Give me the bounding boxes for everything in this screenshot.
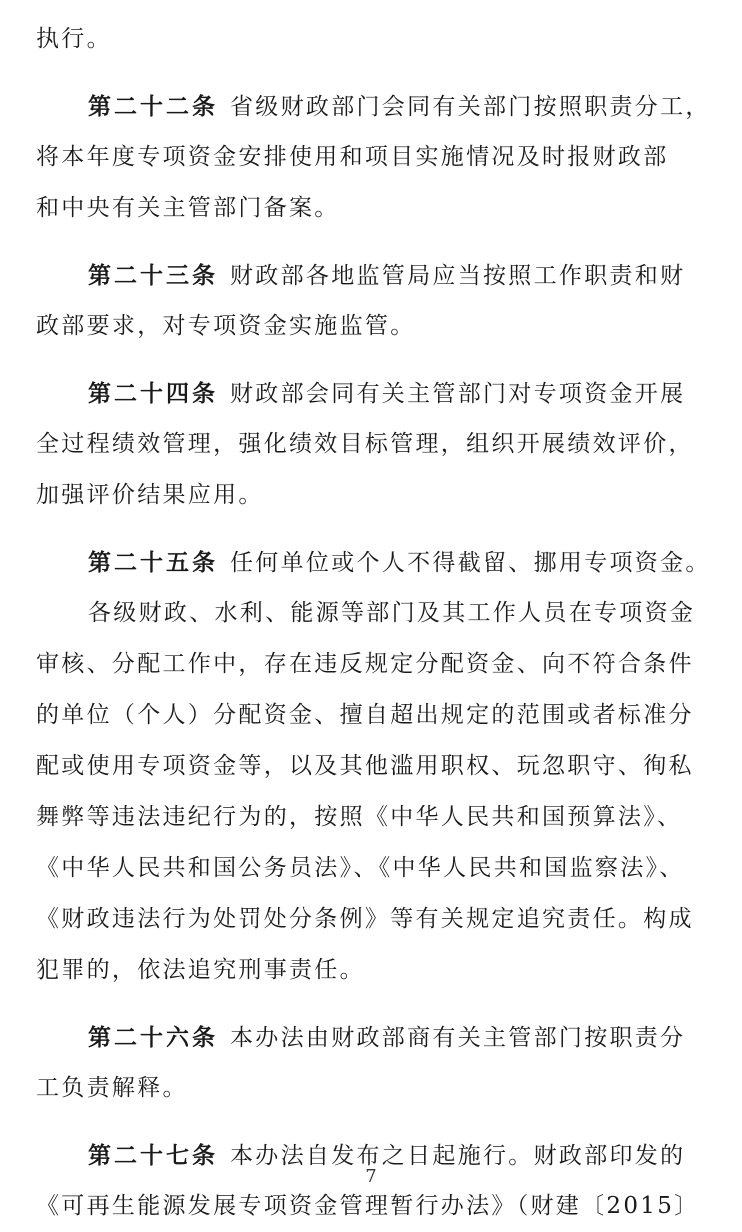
text-line: 配或使用专项资金等，以及其他滥用职权、玩忽职守、徇私 bbox=[36, 753, 694, 779]
article-24-paragraph bbox=[36, 368, 726, 419]
text-line: 加强评价结果应用。 bbox=[36, 482, 264, 508]
document-body bbox=[36, 14, 726, 1232]
article-23-paragraph bbox=[36, 250, 726, 301]
text-line: 《可再生能源发展专项资金管理暂行办法》（财建〔2015〕 bbox=[36, 1193, 700, 1219]
text-line: 全过程绩效管理，强化绩效目标管理，组织开展绩效评价， bbox=[36, 431, 694, 457]
article-label: 第二十五条 bbox=[88, 549, 218, 576]
text-line: 工负责解释。 bbox=[36, 1075, 188, 1101]
text-line: 舞弊等违法违纪行为的，按照《中华人民共和国预算法》、 bbox=[36, 804, 683, 830]
article-25-paragraph bbox=[36, 537, 726, 588]
text-line: 《财政违法行为处罚处分条例》等有关规定追究责任。构成 bbox=[36, 906, 694, 932]
article-22-paragraph bbox=[36, 81, 726, 132]
text-line: 将本年度专项资金安排使用和项目实施情况及时报财政部 bbox=[36, 144, 669, 170]
text-line: 政部要求，对专项资金实施监管。 bbox=[36, 313, 416, 339]
text-line: 犯罪的，依法追究刑事责任。 bbox=[36, 957, 365, 983]
text-line: 和中央有关主管部门备案。 bbox=[36, 195, 340, 221]
text-line: 财政部各地监管局应当按照工作职责和财 bbox=[230, 263, 686, 289]
text-line: 本办法由财政部商有关主管部门按职责分 bbox=[230, 1025, 686, 1051]
text-line: 审核、分配工作中，存在违反规定分配资金、向不符合条件 bbox=[36, 651, 694, 677]
page-number: 7 bbox=[365, 1166, 377, 1187]
text-line: 财政部会同有关主管部门对专项资金开展 bbox=[230, 381, 686, 407]
text-line: 《中华人民共和国公务员法》、《中华人民共和国监察法》、 bbox=[36, 855, 685, 881]
text-line: 省级财政部门会同有关部门按照职责分工， bbox=[230, 94, 711, 120]
article-label: 第二十二条 bbox=[88, 93, 218, 120]
text-line: 各级财政、水利、能源等部门及其工作人员在专项资金 bbox=[88, 600, 696, 626]
article-label: 第二十四条 bbox=[88, 380, 218, 407]
text-line: 任何单位或个人不得截留、挪用专项资金。 bbox=[230, 550, 711, 576]
text-line: 本办法自发布之日起施行。财政部印发的 bbox=[230, 1143, 686, 1169]
article-26-paragraph bbox=[36, 1012, 726, 1063]
text-line: 的单位（个人）分配资金、擅自超出规定的范围或者标准分 bbox=[36, 702, 694, 728]
article-label: 第二十七条 bbox=[88, 1142, 218, 1169]
text-line: 执行。 bbox=[36, 26, 112, 52]
article-label: 第二十三条 bbox=[88, 262, 218, 289]
article-label: 第二十六条 bbox=[88, 1024, 218, 1051]
